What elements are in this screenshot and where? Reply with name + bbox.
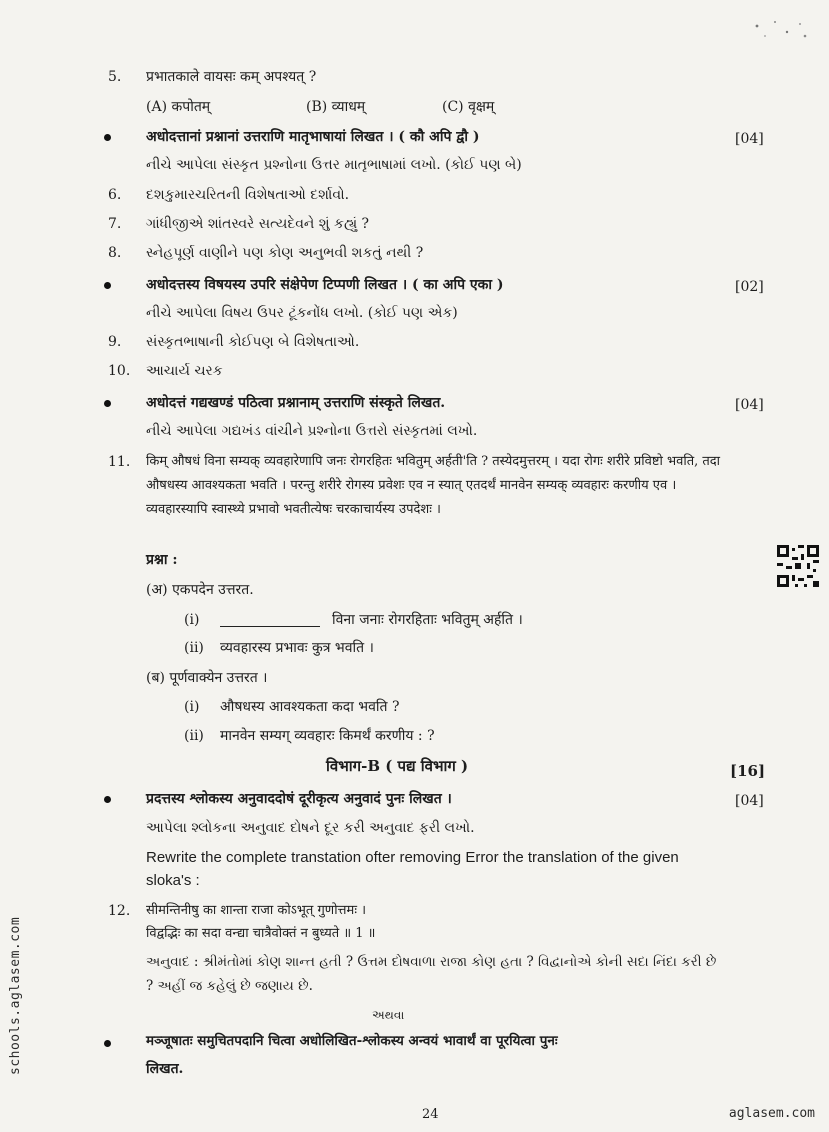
sec-d-instruction: प्रदत्तस्य श्लोकस्य अनुवाददोषं दूरीकृत्य अनुवादं पुनः लिखत ।	[146, 791, 452, 807]
q11-a-i-text: विना जनाः रोगरहिताः भवितुम् अर्हति ।	[332, 612, 523, 628]
q11-b-ii-label: (ii)	[184, 728, 204, 744]
q6-text: દશકુમારચરિતની વિશેષતાઓ દર્શાવો.	[146, 187, 350, 203]
bullet-icon	[104, 282, 111, 289]
q11-number: 11.	[108, 454, 131, 470]
q5-number: 5.	[108, 69, 122, 85]
page-number: 24	[422, 1107, 439, 1122]
bullet-icon	[104, 796, 111, 803]
q5-question: प्रभातकाले वायसः कम् अपश्यत् ?	[146, 69, 317, 85]
sec-c-marks: [04]	[735, 397, 764, 413]
sec-a-marks: [04]	[735, 131, 764, 147]
q5-option-c: (C) वृक्षम्	[442, 99, 495, 115]
q7-number: 7.	[108, 216, 122, 232]
section-b-heading: विभाग-B ( पद्य विभाग )	[326, 757, 469, 775]
sec-b-gujarati: નીચે આપેલા વિષય ઉપર ટૂંકનોંધ લખો. (કોઈ પણ એક)	[146, 305, 458, 321]
q9-number: 9.	[108, 334, 122, 350]
scan-speck	[745, 14, 815, 44]
q7-text: ગાંધીજીએ શાંતસ્વરે સત્યદેવને શું કહ્યું ?	[146, 216, 370, 232]
sec-a-instruction: अधोदत्तानां प्रश्नानां उत्तराणि मातृभाषायां लिखत । ( कौ अपि द्वौ )	[146, 129, 480, 145]
q11-a-ii-label: (ii)	[184, 640, 204, 656]
sec-d-marks: [04]	[735, 793, 764, 809]
q10-number: 10.	[108, 363, 131, 379]
q12-sloka-line-1: सीमन्तिनीषु का शान्ता राजा कोऽभूत् गुणोत्तमः ।	[146, 903, 367, 918]
q11-prashna: प्रश्ना :	[146, 552, 178, 568]
q11-b-i-text: औषधस्य आवश्यकता कदा भवति ?	[220, 699, 400, 715]
qr-code-icon	[777, 545, 819, 587]
sec-b-marks: [02]	[735, 279, 764, 295]
sec-c-gujarati: નીચે આપેલા ગદ્યખંડ વાંચીને પ્રશ્નોના ઉત્તરો સંસ્કૃતમાં લખો.	[146, 423, 478, 439]
q11-a-i-label: (i)	[184, 612, 200, 628]
q8-number: 8.	[108, 245, 122, 261]
bullet-icon	[104, 134, 111, 141]
q10-text: આચાર્ય ચરક	[146, 363, 223, 379]
sec-d-gujarati: આપેલા શ્લોકના અનુવાદ દોષને દૂર કરી અનુવાદ ફરી લખો.	[146, 820, 475, 836]
sec-d-english: Rewrite the complete transtation ofter removing Error the translation of the given sloka's :	[146, 849, 679, 889]
bullet-icon	[104, 1040, 111, 1047]
q9-text: સંસ્કૃતભાષાની કોઈપણ બે વિશેષતાઓ.	[146, 334, 360, 350]
sec-a-gujarati: નીચે આપેલા સંસ્કૃત પ્રશ્નોના ઉત્તર માતૃભાષામાં લખો. (કોઈ પણ બે)	[146, 157, 522, 173]
q12-sloka-line-2: विद्वद्भिः का सदा वन्द्या चात्रैवोक्तं न बुध्यते ॥ 1 ॥	[146, 926, 376, 941]
q11-part-b: (ब) पूर्णवाक्येन उत्तरत ।	[146, 670, 268, 686]
q12-anuvad: અનુવાદ : શ્રીમંતોમાં કોણ શાન્ત હતી ? ઉત્તમ દોષવાળા રાજા કોણ હતા ? વિદ્વાનોએ કોની સદા નિંદા કરી છે ? અહીં જ કહેલું છે જણાય છે.	[146, 954, 717, 994]
bullet-icon	[104, 400, 111, 407]
athva-label: અથવા	[372, 1008, 405, 1022]
sec-b-instruction: अधोदत्तस्य विषयस्य उपरि संक्षेपेण टिप्पणी लिखत । ( का अपि एका )	[146, 277, 504, 293]
footer-site: aglasem.com	[728, 1106, 815, 1121]
q12-number: 12.	[108, 903, 131, 919]
q5-option-b: (B) व्याधम्	[306, 99, 366, 115]
q11-b-ii-text: मानवेन सम्यग् व्यवहारः किमर्थं करणीय : ?	[220, 728, 435, 744]
sec-e-instruction-line-2: लिखत.	[146, 1061, 184, 1077]
side-watermark: schools.aglasem.com	[8, 916, 23, 1075]
sec-c-instruction: अधोदत्तं गद्यखण्डं पठित्वा प्रश्नानाम् उत्तराणि संस्कृते लिखत.	[146, 395, 446, 411]
q11-a-i-blank	[220, 611, 320, 629]
q8-text: સ્નેહપૂર્ણ વાણીને પણ કોણ અનુભવી શકતું નથી ?	[146, 245, 424, 261]
q11-part-a: (अ) एकपदेन उत्तरत.	[146, 582, 254, 598]
q5-option-a: (A) कपोतम्	[146, 99, 211, 115]
sec-e-instruction-line-1: मञ्जूषातः समुचितपदानि चित्वा अधोलिखित-श्लोकस्य अन्वयं भावार्थं वा पूरयित्वा पुनः	[146, 1033, 558, 1049]
q11-passage: किम् औषधं विना सम्यक् व्यवहारेणापि जनः रोगरहितः भवितुम् अर्हती'ति ? तस्येदमुत्तरम् । यदा रोगः शरीरे प्रविष्टो भवति, तदा औषधस्य आवश्यकता भवति । परन्तु शरीरे रोगस्य प्रवेशः एव न स्यात् एतदर्थं मानवेन सम्यक् व्यवहारः करणीय एव । व्यवहारस्यापि स्वास्थ्ये प्रभावो भवतीत्येषः चरकाचार्यस्य उपदेशः ।	[146, 454, 721, 517]
q11-b-i-label: (i)	[184, 699, 200, 715]
q11-a-ii-text: व्यवहारस्य प्रभावः कुत्र भवति ।	[220, 640, 374, 656]
q6-number: 6.	[108, 187, 122, 203]
section-b-marks: [16]	[730, 762, 766, 780]
